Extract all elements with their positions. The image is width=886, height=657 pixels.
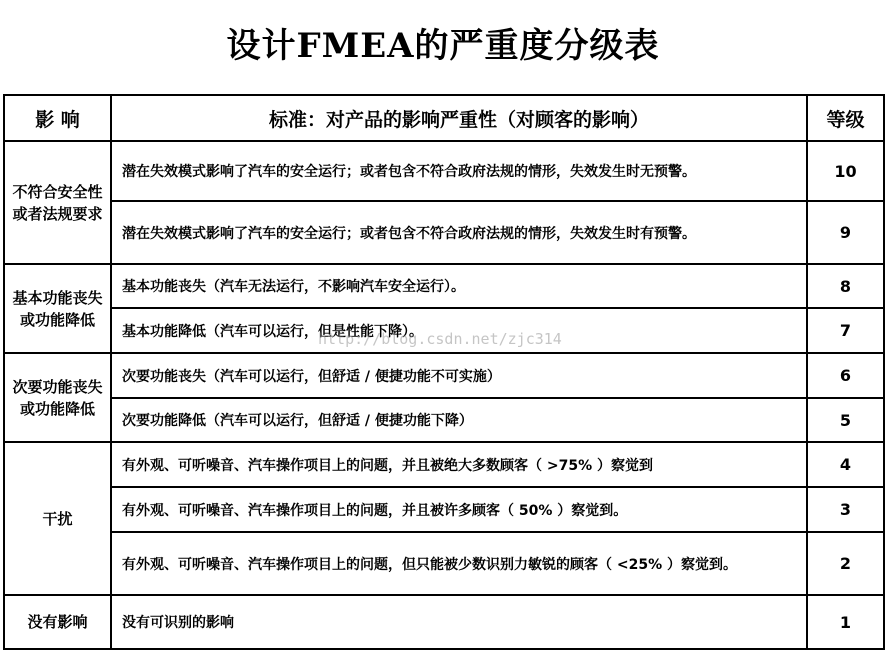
table-row	[4, 264, 884, 308]
header-rank: 等级	[807, 95, 884, 141]
criteria-cell: 有外观、可听噪音、汽车操作项目上的问题，并且被绝大多数顾客（ >75% ）察觉到	[111, 442, 807, 487]
table-row	[4, 353, 884, 398]
rank-cell: 4	[807, 442, 884, 487]
rank-cell: 9	[807, 201, 884, 264]
table-row	[4, 487, 884, 532]
criteria-cell: 基本功能降低（汽车可以运行，但是性能下降）。	[111, 308, 807, 353]
rank-cell: 10	[807, 141, 884, 201]
header-effect: 影 响	[4, 95, 111, 141]
table-row	[4, 532, 884, 595]
rank-cell: 7	[807, 308, 884, 353]
rank-cell: 8	[807, 264, 884, 308]
table-row	[4, 442, 884, 487]
effect-cell: 次要功能丧失或功能降低	[4, 353, 111, 442]
rank-cell: 1	[807, 595, 884, 649]
effect-cell: 没有影响	[4, 595, 111, 649]
criteria-cell: 潜在失效模式影响了汽车的安全运行；或者包含不符合政府法规的情形，失效发生时有预警。	[111, 201, 807, 264]
table-row	[4, 308, 884, 353]
rank-cell: 2	[807, 532, 884, 595]
effect-cell: 基本功能丧失或功能降低	[4, 264, 111, 353]
rank-cell: 6	[807, 353, 884, 398]
watermark: http://blog.csdn.net/zjc314	[318, 330, 562, 348]
criteria-cell: 有外观、可听噪音、汽车操作项目上的问题，但只能被少数识别力敏锐的顾客（ <25% ）察觉到。	[111, 532, 807, 595]
criteria-cell: 次要功能丧失（汽车可以运行，但舒适 / 便捷功能不可实施）	[111, 353, 807, 398]
page-title: 设计FMEA的严重度分级表	[226, 26, 660, 66]
table-row	[4, 398, 884, 442]
effect-cell: 不符合安全性或者法规要求	[4, 141, 111, 264]
criteria-cell: 没有可识别的影响	[111, 595, 807, 649]
table-row	[4, 595, 884, 649]
table-row	[4, 141, 884, 201]
table-header-row	[4, 95, 884, 141]
severity-table	[3, 94, 885, 650]
table-row	[4, 201, 884, 264]
criteria-cell: 有外观、可听噪音、汽车操作项目上的问题，并且被许多顾客（ 50% ）察觉到。	[111, 487, 807, 532]
rank-cell: 3	[807, 487, 884, 532]
rank-cell: 5	[807, 398, 884, 442]
effect-cell: 干扰	[4, 442, 111, 595]
header-criteria: 标准：对产品的影响严重性（对顾客的影响）	[111, 95, 807, 141]
criteria-cell: 潜在失效模式影响了汽车的安全运行；或者包含不符合政府法规的情形，失效发生时无预警。	[111, 141, 807, 201]
criteria-cell: 次要功能降低（汽车可以运行，但舒适 / 便捷功能下降）	[111, 398, 807, 442]
criteria-cell: 基本功能丧失（汽车无法运行，不影响汽车安全运行）。	[111, 264, 807, 308]
